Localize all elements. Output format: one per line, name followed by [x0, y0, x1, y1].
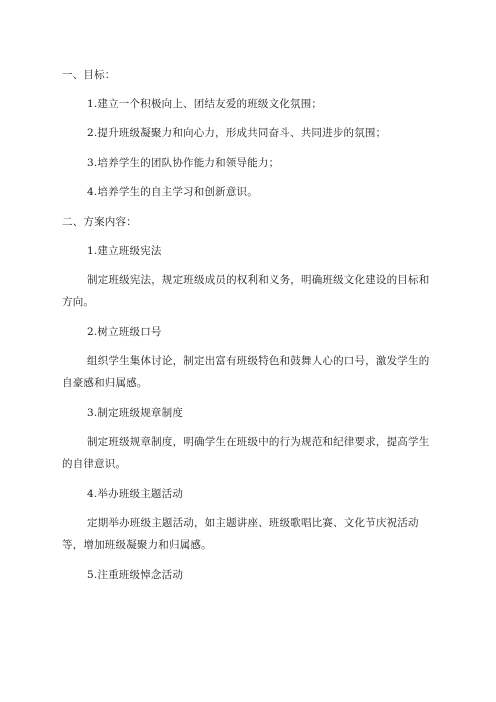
plan-part-title-2: 2.树立班级口号: [87, 326, 162, 338]
plan-part-title-1: 1.建立班级宪法: [87, 245, 162, 257]
plan-part-text-3: 制定班级规章制度，明确学生在班级中的行为规范和纪律要求，提高学生的自律意识。: [62, 436, 430, 470]
section-heading-goals: 一、目标：: [62, 69, 116, 81]
plan-part-title-4: 4.举办班级主题活动: [87, 488, 184, 500]
goal-item-4: 4.培养学生的自主学习和创新意识。: [87, 186, 258, 198]
plan-part-title-3: 3.制定班级规章制度: [87, 407, 184, 419]
plan-part-text-4: 定期举办班级主题活动，如主题讲座、班级歌唱比赛、文化节庆祝活动等，增加班级凝聚力和归属感。: [62, 517, 419, 551]
plan-part-text-2: 组织学生集体讨论，制定出富有班级特色和鼓舞人心的口号，激发学生的自豪感和归属感。: [62, 355, 430, 389]
plan-part-title-5: 5.注重班级悼念活动: [87, 569, 184, 581]
section-heading-plan: 二、方案内容：: [62, 216, 137, 228]
goal-item-1: 1.建立一个积极向上、团结友爱的班级文化氛围；: [87, 98, 323, 110]
goal-item-2: 2.提升班级凝聚力和向心力，形成共同奋斗、共同进步的氛围；: [87, 127, 387, 139]
plan-part-text-1: 制定班级宪法，规定班级成员的权利和义务，明确班级文化建设的目标和方向。: [62, 274, 430, 308]
goal-item-3: 3.培养学生的团队协作能力和领导能力；: [87, 157, 280, 169]
